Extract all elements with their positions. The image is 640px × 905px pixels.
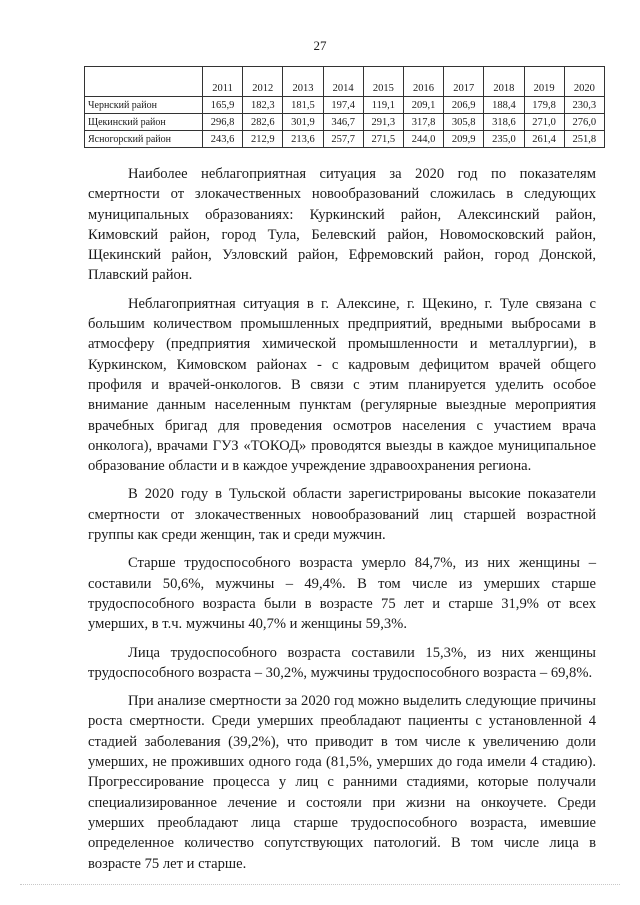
table-row [85,97,605,114]
table-cell: 257,7 [323,131,363,148]
table-cell: 291,3 [363,114,403,131]
table-cell: 301,9 [283,114,323,131]
table-cell: 271,5 [363,131,403,148]
mortality-table [84,66,605,148]
table-cell: 276,0 [564,114,604,131]
paragraph: Старше трудоспособного возраста умерло 84,7%, из них женщины – составили 50,6%, мужчины – 49,4%. В том числе из умерших старше трудоспособного возраста были в возрасте 75 лет и старше 31,9% от всех умерших, в т.ч. мужчины 40,7% и женщины 59,3%. [88,555,596,633]
year-header: 2016 [403,67,443,97]
table-cell: 181,5 [283,97,323,114]
year-header: 2019 [524,67,564,97]
year-header: 2017 [444,67,484,97]
table-cell: 230,3 [564,97,604,114]
table-cell: 197,4 [323,97,363,114]
paragraph: Наиболее неблагоприятная ситуация за 2020 год по показателям смертности от злокачественных новообразований сложилась в следующих муниципальных образованиях: Куркинский район, Алексинский район, Кимовский район, город Тула, Белевский район, Новомосковский район, Щекинский район, Узловский район, Ефремовский район, город Донской, Плавский район. [88,166,596,284]
year-header: 2013 [283,67,323,97]
table-cell: 206,9 [444,97,484,114]
paragraph: При анализе смертности за 2020 год можно выделить следующие причины роста смертности. Среди умерших преобладают пациенты с установленной 4 стадией заболевания (39,2%), что приводит в том числе к увеличению доли умерших, не проживших одного года (81,5%, умерших до года имели 4 стадию). Прогрессирование процесса у лиц с ранними стадиями, которые получали специализированное лечение и состояли при жизни на онкоучете. Среди умерших преобладают лица старше трудоспособного возраста, имевшие определенное количество сопутствующих патологий. В том числе лица в возрасте 75 лет и старше. [88,693,596,872]
year-header: 2018 [484,67,524,97]
table-cell: 235,0 [484,131,524,148]
table-cell: 251,8 [564,131,604,148]
year-header: 2014 [323,67,363,97]
table-cell: 119,1 [363,97,403,114]
table-cell: 317,8 [403,114,443,131]
page-number: 27 [313,38,327,53]
table-row [85,131,605,148]
table-cell: 179,8 [524,97,564,114]
table-cell: 243,6 [203,131,243,148]
table-cell: 209,9 [444,131,484,148]
year-header: 2012 [243,67,283,97]
district-name: Чернский район [85,97,203,114]
table-cell: 296,8 [203,114,243,131]
table-cell: 182,3 [243,97,283,114]
footer-scan-line [20,884,620,885]
table-cell: 318,6 [484,114,524,131]
table-cell: 271,0 [524,114,564,131]
table-cell: 346,7 [323,114,363,131]
paragraph: Лица трудоспособного возраста составили 15,3%, из них женщины трудоспособного возраста – 30,2%, мужчины трудоспособного возраста – 69,8%. [88,644,596,681]
paragraph: Неблагоприятная ситуация в г. Алексине, г. Щекино, г. Туле связана с большим количеством промышленных предприятий, вредными выбросами в атмосферу (предприятия химической промышленности и металлургии), в Куркинском, Кимовском районах - с кадровым дефицитом врачей общего профиля и врачей-онкологов. В связи с этим планируется уделить особое внимание данным населенным пунктам (регулярные выездные мероприятия врачебных бригад для проведения осмотров населения с участием врача онколога), врачами ГУЗ «ТОКОД» проводятся выезды в каждое муниципальное образование области и в каждое учреждение здравоохранения региона. [88,295,596,475]
table-cell: 282,6 [243,114,283,131]
year-header: 2020 [564,67,604,97]
body-text [88,164,596,874]
table-cell: 165,9 [203,97,243,114]
year-header: 2015 [363,67,403,97]
table-cell: 213,6 [283,131,323,148]
table-cell: 244,0 [403,131,443,148]
table-header-row [85,67,605,97]
table-corner-cell [85,67,203,97]
table-cell: 188,4 [484,97,524,114]
year-header: 2011 [203,67,243,97]
table-cell: 261,4 [524,131,564,148]
paragraph: В 2020 году в Тульской области зарегистрированы высокие показатели смертности от злокачественных новообразований лиц старшей возрастной группы как среди женщин, так и среди мужчин. [88,486,596,544]
table-row [85,114,605,131]
table-cell: 305,8 [444,114,484,131]
table-cell: 209,1 [403,97,443,114]
district-name: Ясногорский район [85,131,203,148]
table-cell: 212,9 [243,131,283,148]
district-name: Щекинский район [85,114,203,131]
